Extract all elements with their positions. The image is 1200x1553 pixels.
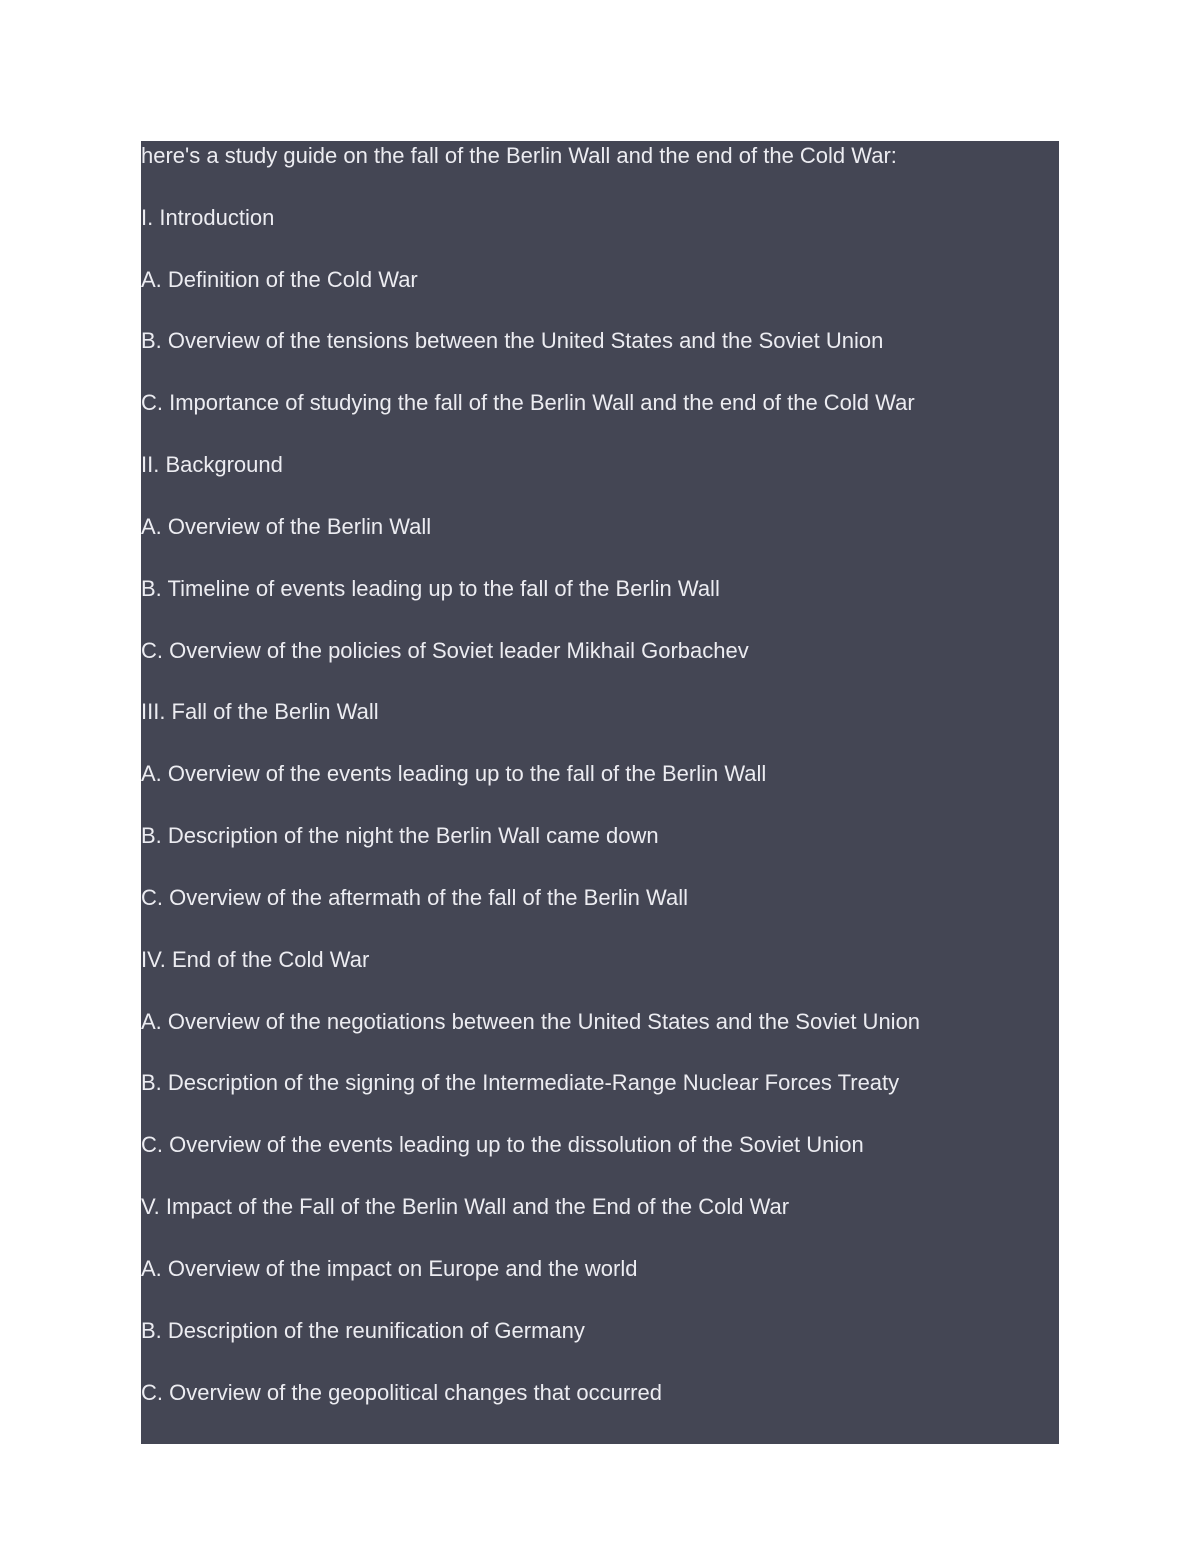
outline-item: B. Description of the signing of the Intermediate-Range Nuclear Forces Treaty [141,1070,900,1095]
outline-item: B. Description of the night the Berlin Wall came down [141,823,659,848]
outline-item: C. Overview of the aftermath of the fall of the Berlin Wall [141,885,688,910]
outline-item: B. Timeline of events leading up to the fall of the Berlin Wall [141,576,720,601]
section-heading-end: IV. End of the Cold War [141,947,370,972]
outline-item: C. Overview of the policies of Soviet leader Mikhail Gorbachev [141,638,749,663]
outline-item: A. Overview of the impact on Europe and the world [141,1256,638,1281]
outline-item: B. Overview of the tensions between the United States and the Soviet Union [141,328,884,353]
intro-sentence: here's a study guide on the fall of the Berlin Wall and the end of the Cold War: [141,143,897,168]
outline-item: A. Overview of the negotiations between the United States and the Soviet Union [141,1009,921,1034]
study-guide-panel [141,141,1059,1444]
section-heading-impact: V. Impact of the Fall of the Berlin Wall and the End of the Cold War [141,1194,790,1219]
section-heading-introduction: I. Introduction [141,205,275,230]
outline-item: C. Overview of the geopolitical changes that occurred [141,1380,662,1405]
outline-item: C. Importance of studying the fall of the Berlin Wall and the end of the Cold War [141,390,915,415]
outline-item: B. Description of the reunification of Germany [141,1318,585,1343]
outline-item: A. Definition of the Cold War [141,267,418,292]
section-heading-fall: III. Fall of the Berlin Wall [141,699,379,724]
section-heading-background: II. Background [141,452,283,477]
outline-item: A. Overview of the events leading up to the fall of the Berlin Wall [141,761,767,786]
outline-item: C. Overview of the events leading up to the dissolution of the Soviet Union [141,1132,864,1157]
outline-item: A. Overview of the Berlin Wall [141,514,432,539]
